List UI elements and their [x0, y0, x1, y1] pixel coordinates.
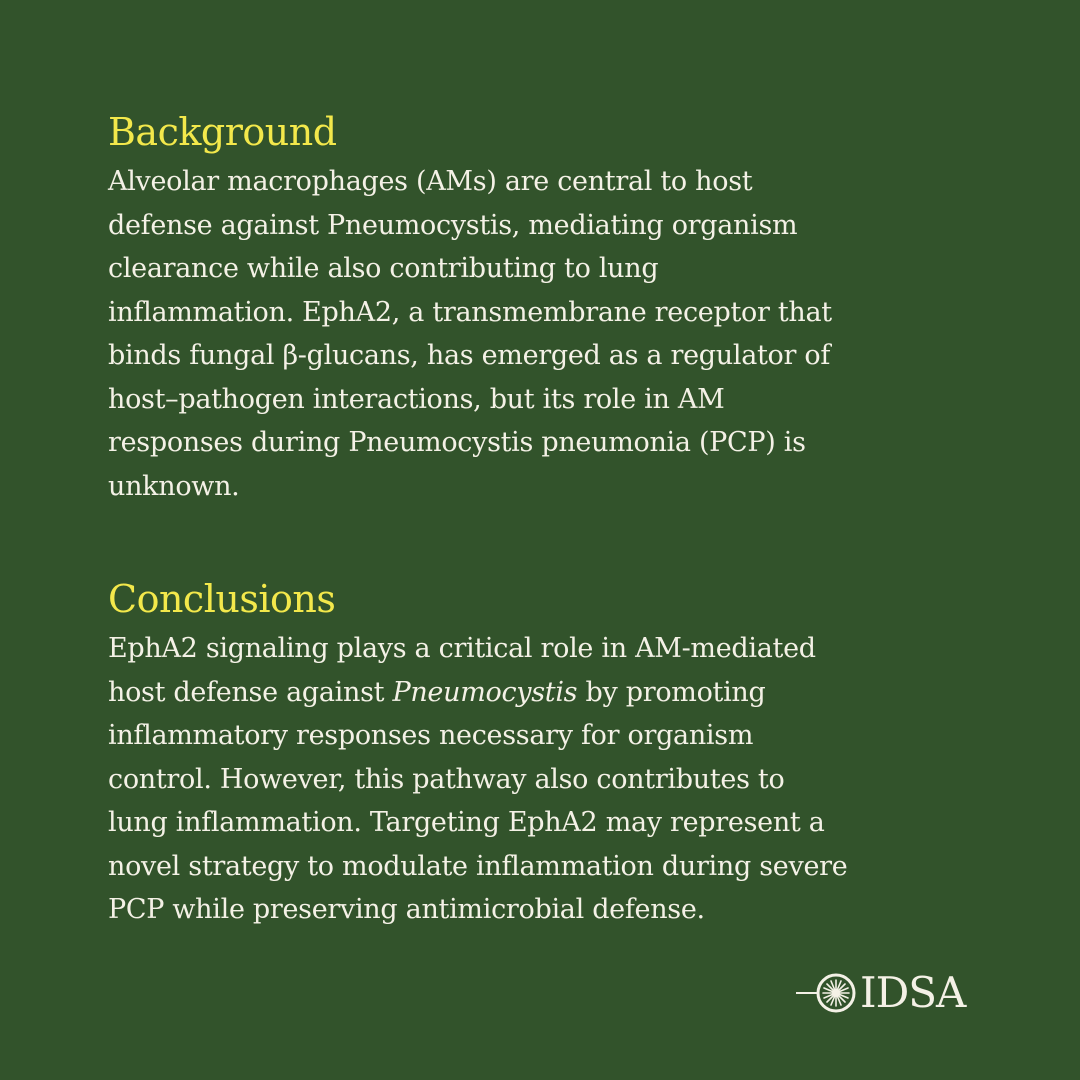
conclusions-section	[108, 575, 988, 932]
idsa-logo	[796, 970, 965, 1016]
conclusions-line: control. However, this pathway also contributes to	[108, 763, 785, 795]
background-line: inflammation. EphA2, a transmembrane receptor that	[108, 296, 832, 328]
background-line: unknown.	[108, 470, 240, 502]
conclusions-line: EphA2 signaling plays a critical role in AM-mediated	[108, 633, 816, 664]
background-line: clearance while also contributing to lung	[108, 253, 659, 284]
pneumocystis-italic: Pneumocystis	[392, 676, 578, 708]
background-line: responses during Pneumocystis pneumonia (PCP) is	[108, 427, 806, 458]
conclusions-line: inflammatory responses necessary for organism	[108, 720, 754, 751]
background-line: defense against Pneumocystis, mediating organism	[108, 209, 798, 241]
idsa-logo-text: IDSA	[860, 968, 966, 1017]
conclusions-line: PCP while preserving antimicrobial defense.	[108, 894, 705, 925]
starburst-circle-icon	[796, 970, 858, 1016]
conclusions-text-fragment: by promoting	[577, 676, 766, 708]
abstract-card	[108, 108, 988, 932]
conclusions-line: novel strategy to modulate inflammation during severe	[108, 850, 848, 882]
background-line: host–pathogen interactions, but its role in AM	[108, 383, 725, 415]
conclusions-heading: Conclusions	[108, 577, 336, 621]
conclusions-line	[108, 671, 988, 715]
background-line: binds fungal β-glucans, has emerged as a regulator of	[108, 340, 831, 371]
conclusions-text-fragment: host defense against	[108, 676, 393, 708]
background-text	[108, 160, 988, 508]
background-line: Alveolar macrophages (AMs) are central to host	[108, 166, 753, 197]
section-spacer	[108, 508, 988, 575]
background-section	[108, 108, 988, 508]
conclusions-text	[108, 627, 988, 932]
background-heading: Background	[108, 110, 337, 154]
conclusions-line: lung inflammation. Targeting EphA2 may represent a	[108, 807, 825, 838]
